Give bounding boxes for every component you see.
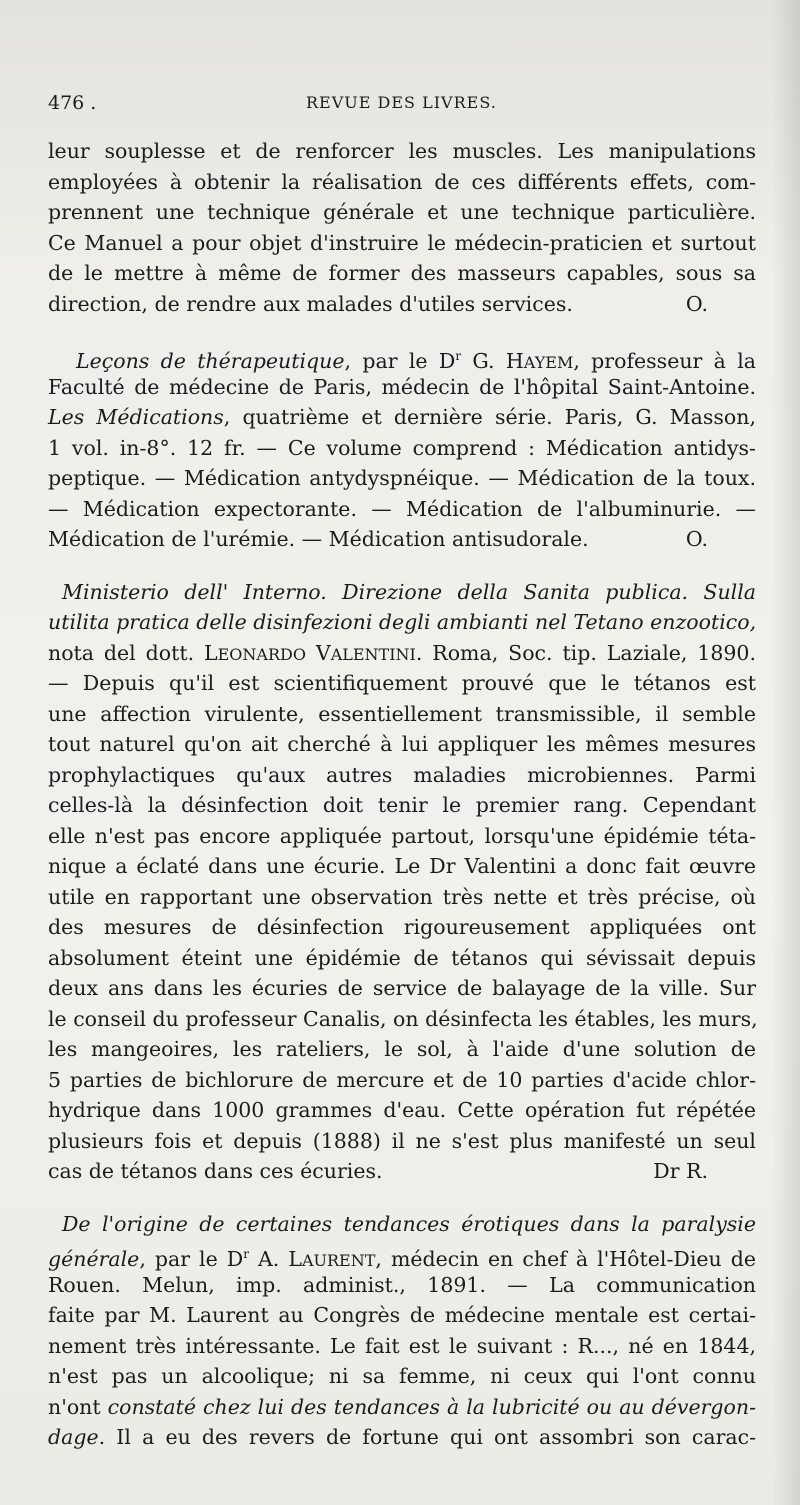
text-line-last <box>48 524 756 555</box>
text-line: générale, par le $D^r$ A. LAURENT, médecin en chef à l'Hôtel-Dieu de <box>48 1246 756 1271</box>
text-line: le conseil du professeur Canalis, on désinfecta les étables, les murs, <box>48 1006 758 1031</box>
text-line: n'ont constaté chez lui des tendances à la lubricité ou au dévergon- <box>48 1394 757 1419</box>
reviewer-signature: O. <box>685 291 708 316</box>
text-line: de le mettre à même de former des masseurs capables, sous sa <box>48 261 756 285</box>
text-line: Médication de l'urémie. — Médication antisudorale. <box>48 527 589 551</box>
text-line: prennent une technique générale et une technique particulière. <box>48 200 756 224</box>
text-line: nique a éclaté dans une écurie. Le Dr Valentini a donc fait œuvre <box>48 854 756 878</box>
running-head: REVUE DES LIVRES. <box>306 93 497 112</box>
text-line: Faculté de médecine de Paris, médecin de l'hôpital Saint-Antoine. <box>48 374 756 399</box>
text-line: Leçons de thérapeutique, par le $D^r$ G. HAYEM, professeur à la <box>76 348 757 373</box>
text-line: De l'origine de certaines tendances érotiques dans la paralysie <box>62 1211 756 1236</box>
text-line: 1 vol. in-8°. 12 fr. — Ce volume comprend : Médication antidys- <box>48 435 756 460</box>
page-number: 476 . <box>48 92 97 114</box>
text-line: elle n'est pas encore appliquée partout, lorsqu'une épidémie téta- <box>48 823 756 848</box>
reviewer-signature: O. <box>685 527 708 551</box>
text-line: — Médication expectorante. — Médication de l'albuminurie. — <box>48 496 756 521</box>
text-line: — Depuis qu'il est scientifiquement prouvé que le tétanos est <box>48 671 756 695</box>
text-line: prophylactiques qu'aux autres maladies microbiennes. Parmi <box>48 762 756 787</box>
text-line: une affection virulente, essentiellement transmissible, il semble <box>48 701 756 726</box>
text-line: des mesures de désinfection rigoureusement appliquées ont <box>48 915 756 939</box>
text-line: nement très intéressante. Le fait est le suivant : R..., né en 1844, <box>48 1333 756 1358</box>
text-line: Rouen. Melun, imp. administ., 1891. — La communication <box>48 1272 756 1297</box>
text-line: employées à obtenir la réalisation de ces différents effets, com- <box>48 169 756 194</box>
text-line: Ministerio dell' Interno. Direzione della Sanita publica. Sulla <box>62 579 756 604</box>
text-line: n'est pas un alcoolique; ni sa femme, ni ceux qui l'ont connu <box>48 1364 756 1388</box>
reviewer-signature: Dr R. <box>653 1159 708 1183</box>
review-paragraph-3 <box>48 577 756 1187</box>
text-line-last <box>48 1156 756 1187</box>
review-paragraph-4 <box>48 1209 756 1453</box>
text-line: cas de tétanos dans ces écuries. <box>48 1159 383 1183</box>
article-body <box>48 136 756 1453</box>
text-line: dage. Il a eu des revers de fortune qui ont assombri son carac- <box>48 1425 756 1449</box>
page-edge-shadow <box>772 0 800 1505</box>
text-line: absolument éteint une épidémie de tétanos qui sévissait depuis <box>48 945 756 970</box>
text-line-last <box>48 289 756 320</box>
text-line: direction, de rendre aux malades d'utiles services. <box>48 291 573 316</box>
text-line: leur souplesse et de renforcer les muscles. Les manipulations <box>48 139 756 163</box>
text-line: plusieurs fois et depuis (1888) il ne s'est plus manifesté un seul <box>48 1128 756 1153</box>
text-line: nota del dott. LEONARDO VALENTINI. Roma, Soc. tip. Laziale, 1890. <box>48 640 756 665</box>
text-line: utilita pratica delle disinfezioni degli ambianti nel Tetano enzootico, <box>48 610 757 634</box>
page-header <box>48 92 758 122</box>
text-line: les mangeoires, les rateliers, le sol, à l'aide d'une solution de <box>48 1037 756 1061</box>
review-paragraph-2 <box>48 341 756 555</box>
text-line: 5 parties de bichlorure de mercure et de 10 parties d'acide chlor- <box>48 1067 756 1092</box>
text-line: hydrique dans 1000 grammes d'eau. Cette opération fut répétée <box>48 1098 756 1122</box>
text-line: Ce Manuel a pour objet d'instruire le médecin-praticien et surtout <box>48 230 756 255</box>
review-paragraph-1 <box>48 136 756 319</box>
text-line: peptique. — Médication antydyspnéique. — Médication de la toux. <box>48 466 756 490</box>
text-line: faite par M. Laurent au Congrès de médecine mentale est certai- <box>48 1303 756 1327</box>
text-line: Les Médications, quatrième et dernière série. Paris, G. Masson, <box>48 405 756 429</box>
text-line: tout naturel qu'on ait cherché à lui appliquer les mêmes mesures <box>48 732 756 756</box>
text-line: utile en rapportant une observation très nette et très précise, où <box>48 884 756 909</box>
text-line: deux ans dans les écuries de service de balayage de la ville. Sur <box>48 976 756 1000</box>
text-line: celles-là la désinfection doit tenir le premier rang. Cependant <box>48 793 756 817</box>
